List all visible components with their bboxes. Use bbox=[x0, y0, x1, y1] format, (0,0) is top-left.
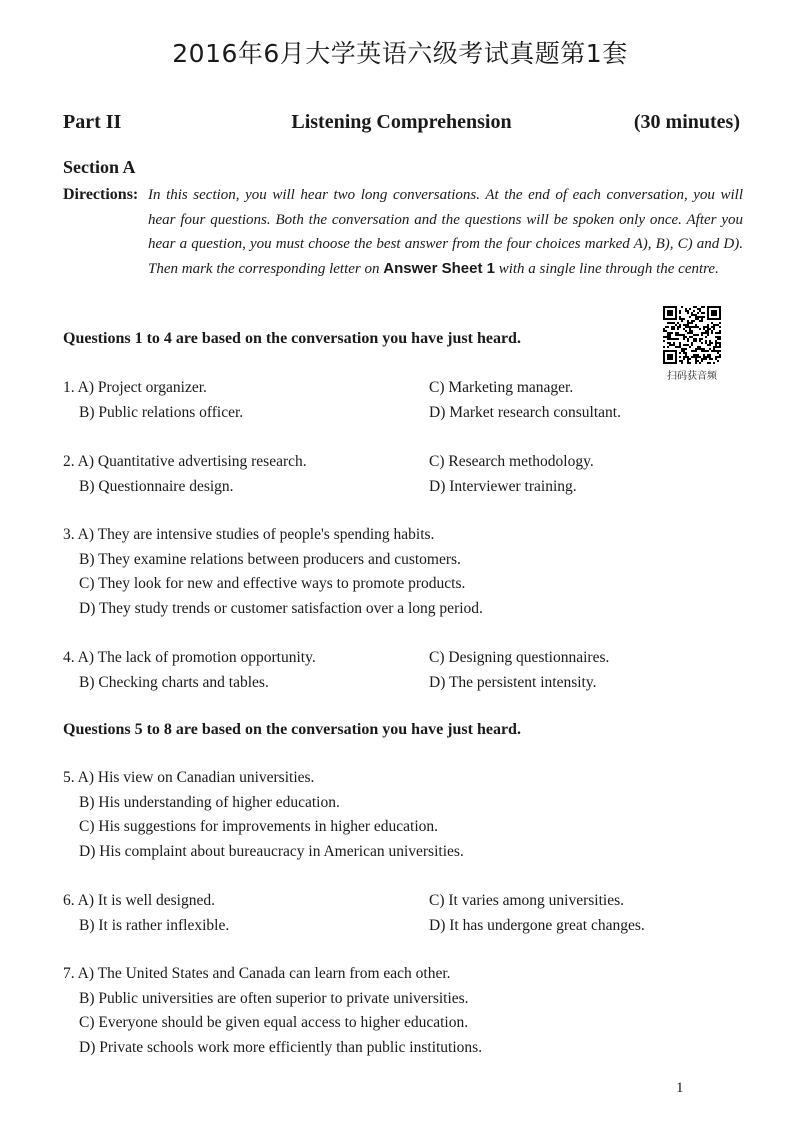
question-5-option-b bbox=[79, 794, 340, 812]
question-7-option-a bbox=[63, 965, 451, 983]
question-2-option-d bbox=[429, 478, 577, 496]
question-2-option-a bbox=[63, 453, 307, 471]
option-text: A) The United States and Canada can learn from each other. bbox=[77, 965, 451, 982]
option-text: A) Quantitative advertising research. bbox=[77, 453, 307, 470]
question-5-option-c bbox=[79, 818, 438, 836]
option-text: C) Marketing manager. bbox=[429, 379, 574, 396]
question-group-1-heading: Questions 1 to 4 are based on the conversation you have just heard. bbox=[63, 330, 521, 347]
question-number: 5. bbox=[63, 769, 75, 786]
question-3-option-d bbox=[79, 600, 483, 618]
question-number: 6. bbox=[63, 892, 75, 909]
option-text: D) Interviewer training. bbox=[429, 477, 577, 495]
document-title: 2016年6月大学英语六级考试真题第1套 bbox=[172, 39, 628, 68]
option-text: A) It is well designed. bbox=[77, 892, 215, 909]
directions-text-after: with a single line through the centre. bbox=[494, 260, 719, 277]
question-5-option-a bbox=[63, 769, 314, 787]
question-number: 1. bbox=[63, 379, 75, 396]
question-6 bbox=[63, 892, 743, 942]
qr-code[interactable] bbox=[663, 306, 721, 364]
option-text: D) His complaint about bureaucracy in American universities. bbox=[79, 842, 464, 860]
question-3-option-a bbox=[63, 526, 434, 544]
question-1-option-c bbox=[429, 379, 573, 397]
question-4-option-a bbox=[63, 649, 316, 667]
question-3 bbox=[63, 526, 743, 626]
part-name: Listening Comprehension bbox=[291, 111, 512, 133]
question-1-option-d bbox=[429, 404, 621, 422]
question-1-option-a bbox=[63, 379, 207, 397]
option-text: D) Private schools work more efficiently than public institutions. bbox=[79, 1038, 483, 1056]
option-text: A) The lack of promotion opportunity. bbox=[77, 649, 316, 666]
question-group-2-heading: Questions 5 to 8 are based on the conversation you have just heard. bbox=[63, 721, 521, 738]
option-text: C) Research methodology. bbox=[429, 453, 594, 470]
question-2-option-c bbox=[429, 453, 594, 471]
question-5 bbox=[63, 769, 743, 869]
option-text: A) They are intensive studies of people's spending habits. bbox=[77, 526, 435, 543]
directions-text-before: In this section, you will hear two long conversations. At the end of each conversation, you will hear four questions. Both the conversation and the questions will be spoken only once. After you hear a question, you must choose the best answer from the four choices marked A), B), C) and D). Then mark the corresponding letter on bbox=[148, 187, 743, 277]
option-text: C) They look for new and effective ways to promote products. bbox=[79, 575, 466, 592]
option-text: B) His understanding of higher education. bbox=[79, 793, 340, 811]
option-text: D) The persistent intensity. bbox=[429, 673, 597, 691]
question-4-option-c bbox=[429, 649, 609, 667]
question-number: 2. bbox=[63, 453, 75, 470]
option-text: B) They examine relations between producers and customers. bbox=[79, 550, 461, 568]
option-text: C) Designing questionnaires. bbox=[429, 649, 610, 666]
directions bbox=[63, 183, 743, 281]
question-6-option-d bbox=[429, 917, 645, 935]
page-number: 1 bbox=[676, 1080, 684, 1096]
option-text: B) It is rather inflexible. bbox=[79, 916, 230, 934]
option-text: C) Everyone should be given equal access to higher education. bbox=[79, 1014, 469, 1031]
question-7 bbox=[63, 965, 743, 1065]
qr-code-icon bbox=[663, 306, 721, 364]
question-7-option-d bbox=[79, 1039, 482, 1057]
question-6-option-c bbox=[429, 892, 624, 910]
question-6-option-b bbox=[79, 917, 229, 935]
option-text: C) It varies among universities. bbox=[429, 892, 624, 909]
question-2 bbox=[63, 453, 743, 503]
question-number: 4. bbox=[63, 649, 75, 666]
question-5-option-d bbox=[79, 843, 464, 861]
directions-text bbox=[148, 183, 743, 281]
question-2-option-b bbox=[79, 478, 234, 496]
option-text: B) Public universities are often superior to private universities. bbox=[79, 989, 469, 1007]
question-6-option-a bbox=[63, 892, 215, 910]
question-3-option-b bbox=[79, 551, 461, 569]
option-text: C) His suggestions for improvements in higher education. bbox=[79, 818, 439, 835]
option-text: B) Public relations officer. bbox=[79, 403, 244, 421]
question-3-option-c bbox=[79, 575, 465, 593]
question-number: 3. bbox=[63, 526, 75, 543]
option-text: D) Market research consultant. bbox=[429, 403, 621, 421]
qr-caption: 扫码获音频 bbox=[667, 371, 717, 382]
option-text: B) Questionnaire design. bbox=[79, 477, 234, 495]
option-text: A) His view on Canadian universities. bbox=[77, 769, 315, 786]
question-4-option-d bbox=[429, 674, 596, 692]
directions-label: Directions: bbox=[63, 186, 139, 203]
question-1 bbox=[63, 379, 743, 429]
section-title: Section A bbox=[63, 157, 136, 177]
option-text: B) Checking charts and tables. bbox=[79, 673, 269, 691]
option-text: D) It has undergone great changes. bbox=[429, 916, 645, 934]
question-4-option-b bbox=[79, 674, 269, 692]
question-number: 7. bbox=[63, 965, 75, 982]
option-text: D) They study trends or customer satisfaction over a long period. bbox=[79, 599, 483, 617]
question-4 bbox=[63, 649, 743, 699]
answer-sheet-label: Answer Sheet 1 bbox=[383, 259, 495, 277]
question-7-option-c bbox=[79, 1014, 468, 1032]
part-header bbox=[63, 111, 740, 139]
option-text: A) Project organizer. bbox=[77, 379, 207, 396]
question-1-option-b bbox=[79, 404, 243, 422]
part-label: Part II bbox=[63, 111, 122, 133]
question-7-option-b bbox=[79, 990, 469, 1008]
part-time: (30 minutes) bbox=[633, 111, 740, 133]
